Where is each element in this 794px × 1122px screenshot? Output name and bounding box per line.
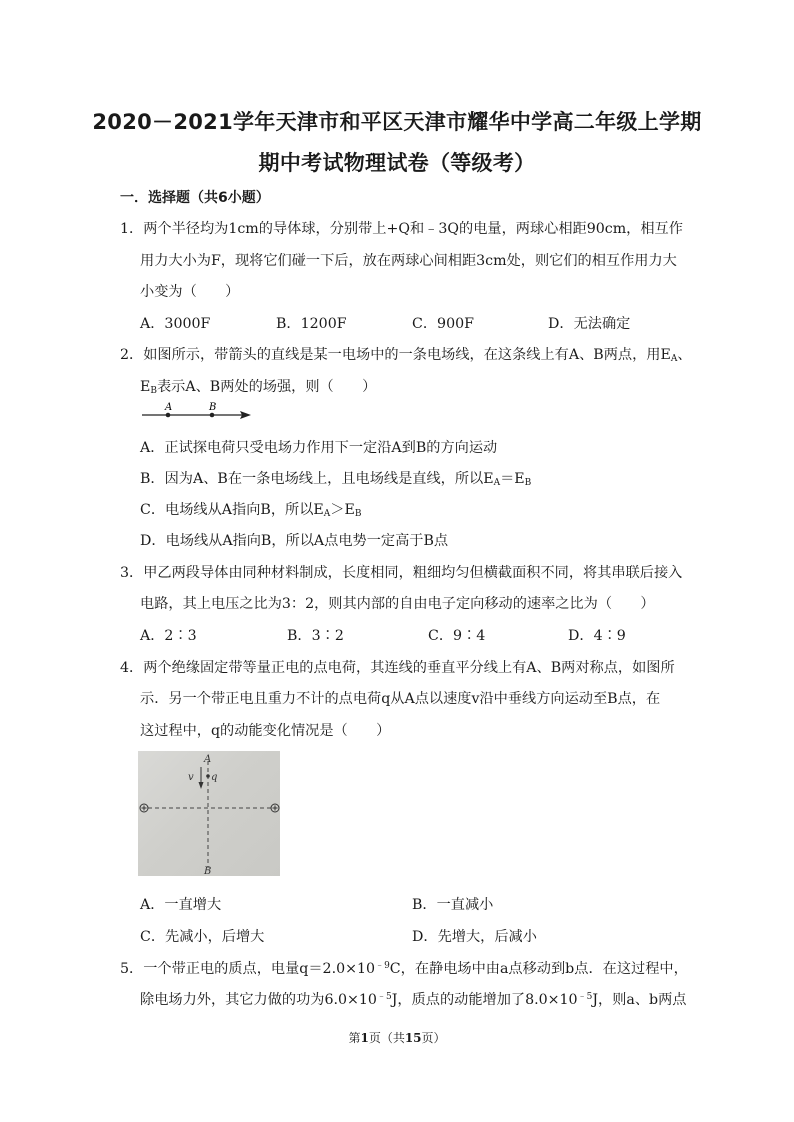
title-line-1: 2020－2021学年天津市和平区天津市耀华中学高二年级上学期 bbox=[92, 110, 702, 134]
point-b-dot bbox=[210, 413, 215, 418]
q4-option-b: B．一直减小 bbox=[412, 897, 494, 913]
title-line-2: 期中考试物理试卷（等级考） bbox=[258, 151, 536, 175]
q5-line-1: 5．一个带正电的质点，电量$q=2.0\times 10^{﹣9}C$，在静电场中由a点移动到b点．在这过程中， bbox=[120, 961, 688, 977]
q2-option-c: C．电场线从A指向B，所以$E_A>E_B$ bbox=[140, 502, 362, 519]
q3-option-c: C．9∶4 bbox=[428, 628, 486, 644]
q4-option-a: A．一直增大 bbox=[140, 897, 222, 913]
q4-option-c: C．先减小，后增大 bbox=[140, 929, 265, 945]
q4-line-1: 4．两个绝缘固定带等量正电的点电荷，其连线的垂直平分线上有A、B两对称点，如图所 bbox=[120, 660, 675, 676]
q1-line-3: 小变为（ ） bbox=[140, 284, 240, 300]
velocity-label: v bbox=[188, 772, 194, 783]
point-a-label: A bbox=[165, 402, 173, 413]
q3-option-a: A．2∶3 bbox=[140, 628, 197, 644]
q2-line-2: $E_B$表示A、B两处的场强，则（ ） bbox=[140, 379, 377, 396]
q4-option-d: D．先增大，后减小 bbox=[412, 929, 537, 945]
q3-line-2: 电路，其上电压之比为3：2，则其内部的自由电子定向移动的速率之比为（ ） bbox=[140, 596, 655, 612]
q1-line-2: 用力大小为F，现将它们碰一下后，放在两球心间相距3cm处，则它们的相互作用力大 bbox=[140, 253, 677, 269]
q4-line-3: 这过程中，q的动能变化情况是（ ） bbox=[140, 723, 391, 739]
q3-line-1: 3．甲乙两段导体由同种材料制成，长度相同，粗细均匀但横截面积不同，将其串联后接入 bbox=[120, 565, 683, 581]
q2-option-b: B．因为A、B在一条电场线上，且电场线是直线，所以$E_A=E_B$ bbox=[140, 471, 532, 488]
charge-q-label: q bbox=[211, 772, 218, 783]
positive-charge-icon-left bbox=[140, 804, 148, 812]
point-b-label: B bbox=[204, 866, 212, 876]
q4-line-2: 示．另一个带正电且重力不计的点电荷q从A点以速度v沿中垂线方向运动至B点，在 bbox=[140, 691, 661, 707]
q1-line-1: 1．两个半径均为1cm的导体球，分别带上+Q和﹣3Q的电量，两球心相距90cm，相互作 bbox=[120, 221, 683, 237]
q2-option-d: D．电场线从A指向B，所以A点电势一定高于B点 bbox=[140, 533, 449, 549]
q1-option-a: A．3000F bbox=[140, 316, 211, 332]
q2-option-a: A．正试探电荷只受电场力作用下一定沿A到B的方向运动 bbox=[140, 440, 498, 456]
q1-option-b: B．1200F bbox=[276, 316, 347, 332]
page-footer: 第1页（共15页） bbox=[348, 1031, 446, 1045]
point-a-dot bbox=[166, 413, 171, 418]
electric-field-line-figure bbox=[138, 400, 256, 424]
q1-option-d: D．无法确定 bbox=[548, 316, 631, 332]
q5-line-2: 除电场力外，其它力做的功为$6.0\times 10^{﹣5}J$，质点的动能增加了$8.0\times 10^{﹣5}J$，则a、b两点 bbox=[140, 992, 687, 1008]
q1-option-c: C．900F bbox=[412, 316, 474, 332]
point-a-label: A bbox=[204, 754, 212, 765]
section-heading: 一．选择题（共6小题） bbox=[120, 190, 270, 206]
positive-charge-icon-right bbox=[271, 804, 279, 812]
q2-line-1: 2．如图所示，带箭头的直线是某一电场中的一条电场线，在这条线上有A、B两点，用$E_A$、 bbox=[120, 347, 692, 364]
q3-option-d: D．4∶9 bbox=[568, 628, 626, 644]
point-b-label: B bbox=[209, 402, 217, 413]
charge-q-dot bbox=[206, 774, 210, 778]
q3-option-b: B．3∶2 bbox=[287, 628, 344, 644]
charges-figure-photo bbox=[138, 751, 280, 876]
